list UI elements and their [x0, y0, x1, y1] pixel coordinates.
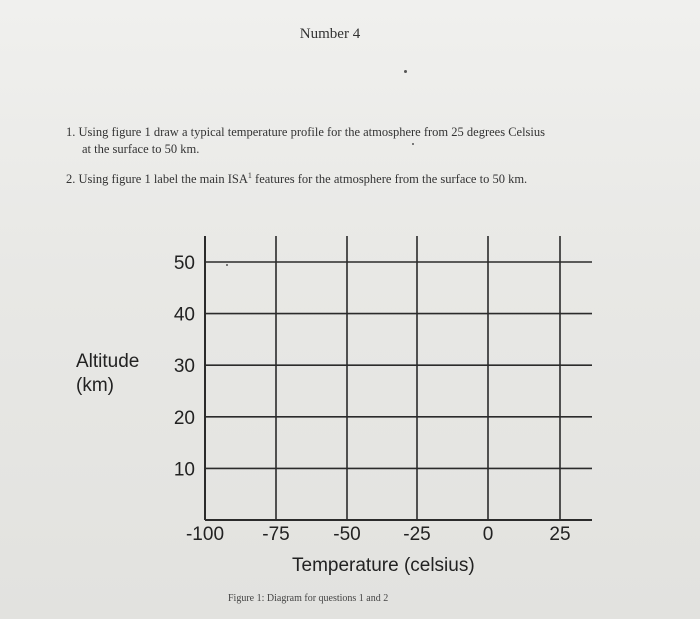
x-tick-label: 25: [549, 524, 571, 545]
y-tick-label: 30: [173, 356, 195, 378]
figure-caption: Figure 1: Diagram for questions 1 and 2: [228, 593, 389, 604]
x-tick-label: -25: [403, 524, 431, 545]
y-tick-label: 20: [173, 407, 195, 429]
paper-speck: [404, 70, 407, 73]
question-2-text-after: features for the atmosphere from the surface to 50 km.: [251, 172, 528, 187]
x-axis-label: Temperature (celsius): [292, 555, 475, 576]
question-1-continuation: at the surface to 50 km.: [82, 142, 200, 156]
page-heading: Number 4: [299, 26, 361, 42]
paper-speck: [412, 143, 414, 145]
question-1-number: 1.: [66, 125, 76, 139]
x-tick-label: -75: [262, 524, 290, 545]
y-tick-label: 40: [173, 304, 195, 326]
x-tick-label: -50: [333, 524, 361, 545]
question-1-text: Using figure 1 draw a typical temperature profile for the atmosphere from 25 degrees Celsius: [78, 125, 546, 139]
paper-speck: [226, 264, 228, 266]
y-tick-label: 50: [173, 253, 195, 274]
question-2-footnote-marker: 1: [247, 171, 252, 180]
y-axis-label-line1: Altitude: [76, 351, 140, 372]
y-tick-label: 10: [173, 459, 195, 481]
question-2-number: 2.: [66, 172, 76, 187]
y-axis-label-line2: (km): [76, 375, 114, 396]
y-axis-label: [76, 350, 139, 398]
x-tick-label: 0: [482, 524, 494, 545]
x-tick-label: -100: [185, 524, 225, 545]
question-2-text: Using figure 1 label the main ISA: [78, 172, 248, 187]
